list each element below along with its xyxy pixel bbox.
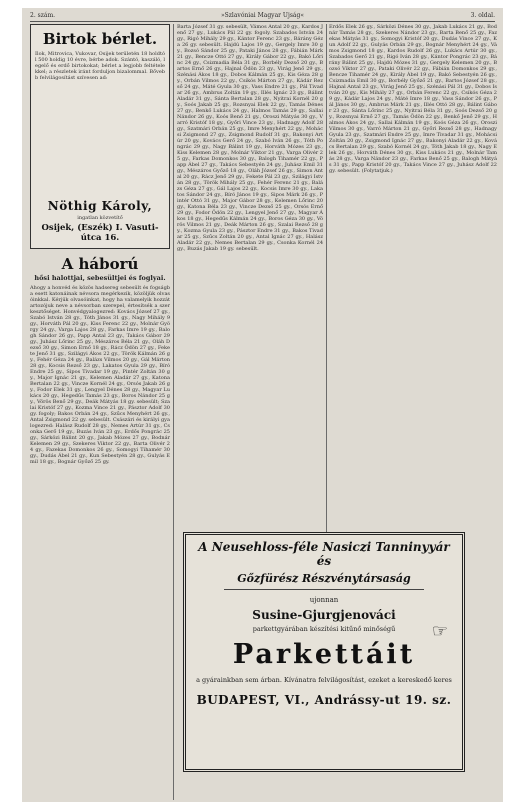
page-gutter [0,0,22,812]
parquet-details: a gyárainkban sem árban. Kívánatra felvilágosítást, ezeket a kereskedő keres [196,676,452,684]
parquet-description: parkettgyárában készítési kitűnő minőségű [252,625,396,633]
war-body: Ahogy a honvéd és közös hadsereg sebesült és fogságba esett katonáinak névsora megérkezik, közöljük olvasóinkkal. Kérjük olvasóinkat, hogy ha valamelyik hozzátartozójuk neve a névsorban szerepel, értesítsék a szerkesztőséget. Honvédgyalogezred: Kovács József 27 gy., Szabó István 28 gy., Tóth János 31 gy., Nagy Mihály 9 gy., Horváth Pál 20 gy., Kiss Ferenc 22 gy., Molnár György 24 gy., Varga Lajos 28 gy., Farkas Imre 19 gy., Balogh Sándor 26 gy., Papp Antal 23 gy., Takács Gábor 29 gy., Juhász Lőrinc 25 gy., Mészáros Béla 21 gy., Oláh Dezső 30 gy., Simon Ernő 18 gy., Rácz Ödön 27 gy., Fekete Jenő 31 gy., Szilágyi Ákos 22 gy., Török Kálmán 26 gy., Fehér Géza 24 gy., Balázs Vilmos 20 gy., Gál Márton 28 gy., Kocsis Rezső 23 gy., Lakatos Gyula 29 gy., Bíró Endre 25 gy., Sipos Tivadar 19 gy., Pintér Zoltán 30 gy., Major Ignác 21 gy., Kelemen Aladár 27 gy., Katona Bertalan 22 gy., Vincze Kornél 24 gy., Orsós Jakab 26 gy., Fodor Elek 31 gy., Lengyel Dénes 28 gy., Magyar Lukács 20 gy., Hegedűs Tamás 23 gy., Boros Nándor 25 gy., Vörös Benő 29 gy., Deák Mátyás 18 gy. sebesült; Szalai Kristóf 27 gy., Kozma Vince 21 gy., Pásztor Adolf 30 gy. fogoly; Bakos Orbán 24 gy., Szűcs Menyhért 26 gy., Antal Zsigmond 22 gy. sebesült. Császári és királyi gyalogezred: Halász Rudolf 28 gy., Nemes Artúr 31 gy., Csonka Gerő 19 gy., Buzás Iván 23 gy., Erdős Pongrác 25 gy., Sárközi Bálint 20 gy., Jakab Mózes 27 gy., Bodnár Kelemen 29 gy., Szekeres Viktor 22 gy., Barta Olivér 24 gy., Fazekas Domonkos 26 gy., Somogyi Tihamér 30 gy., Dudás Ábel 21 gy., Kun Sebestyén 28 gy., Gulyás Emil 18 gy., Bognár Győző 25 gy. [30,285,170,465]
column-1 [30,24,170,789]
parquet-company-line-2: Gőzfürész Részvénytársaság [237,572,411,585]
parquet-divider [224,589,424,590]
column-2 [177,24,323,524]
column-3-body: Erdős Elek 26 gy., Sárközi Dénes 30 gy., Jakab Lukács 21 gy., Bodnár Tamás 28 gy., Szekeres Nándor 23 gy., Barta Benő 25 gy., Fazekas Mátyás 31 gy., Somogyi Kristóf 20 gy., Dudás Vince 27 gy., Kun Adolf 22 gy., Gulyás Orbán 29 gy., Bognár Menyhért 24 gy., Vámos Zsigmond 18 gy., Kardos Rudolf 26 gy., Lukács Artúr 30 gy., Szabados Gerő 21 gy., Rigó Iván 28 gy., Kántor Pongrác 23 gy., Bárány Bálint 25 gy., Hajdú Mózes 31 gy., Gergely Kelemen 20 gy., Bozsó Viktor 27 gy., Pataki Olivér 22 gy., Fábián Domonkos 29 gy., Bencze Tihamér 24 gy., Király Ábel 19 gy., Bakó Sebestyén 26 gy., Csizmadia Emil 30 gy., Borbély Győző 21 gy., Bartos József 28 gy., Hajnal Antal 23 gy., Virág Jenő 25 gy., Szénási Pál 31 gy., Dobos István 20 gy., Kis Mihály 27 gy., Orbán Ferenc 22 gy., Csikós Géza 29 gy., Kádár Lajos 24 gy., Máté Imre 18 gy., Vass Sándor 26 gy., Pál János 30 gy., Ambrus Márk 21 gy., Illés Ottó 28 gy., Bálint Gábor 23 gy., Sánta Lőrinc 25 gy., Nyitrai Béla 31 gy., Soós Dezső 20 gy., Rozsnyai Ernő 27 gy., Tamás Ödön 22 gy., Benkő Jenő 29 gy., Halmos Ákos 24 gy., Sallai Kálmán 19 gy., Koós Géza 26 gy., Oroszi Vilmos 30 gy., Varró Márton 21 gy., Győri Rezső 28 gy., Hadnagy Gyula 23 gy., Szatmári Endre 25 gy., Imre Tivadar 31 gy., Mohácsi Zoltán 20 gy., Zsigmond Ignác 27 gy., Bakonyi Aladár 22 gy., Kovács Bertalan 29 gy., Szabó Kornél 24 gy., Tóth Jakab 18 gy., Nagy Elek 26 gy., Horváth Dénes 30 gy., Kiss Lukács 21 gy., Molnár Tamás 28 gy., Varga Nándor 23 gy., Farkas Benő 25 gy., Balogh Mátyás 31 gy., Papp Kristóf 20 gy., Takács Vince 27 gy., Juhász Adolf 22 gy. sebesült. (Folytatjuk.) [329,24,497,174]
parquet-intro: ujonnan [309,596,339,604]
column-2-body: Barta József 31 gy. sebesült, Vámos Antal 20 gy., Kardos Jenő 27 gy., Lukács Pál 22 gy. fogoly. Szabados István 24 gy., Rigó Mihály 29 gy., Kántor Ferenc 23 gy., Bárány Géza 26 gy. sebesült. Hajdú Lajos 19 gy., Gergely Imre 30 gy., Bozsó Sándor 25 gy., Pataki János 28 gy., Fábián Márk 21 gy., Bencze Ottó 27 gy., Király Gábor 22 gy., Bakó Lőrinc 24 gy., Csizmadia Béla 31 gy., Borbély Dezső 20 gy., Bartos Ernő 26 gy., Hajnal Ödön 23 gy., Virág Jenő 29 gy., Szénási Ákos 18 gy., Dobos Kálmán 25 gy., Kis Géza 28 gy., Orbán Vilmos 22 gy., Csikós Márton 27 gy., Kádár Rezső 24 gy., Máté Gyula 30 gy., Vass Endre 21 gy., Pál Tivadar 26 gy., Ambrus Zoltán 19 gy., Illés Ignác 23 gy., Bálint Aladár 31 gy., Sánta Bertalan 28 gy., Nyitrai Kornél 20 gy., Soós Jakab 25 gy., Rozsnyai Elek 22 gy., Tamás Dénes 27 gy., Benkő Lukács 24 gy., Halmos Tamás 29 gy., Sallai Nándor 26 gy., Koós Benő 21 gy., Oroszi Mátyás 30 gy., Varró Kristóf 18 gy., Győri Vince 23 gy., Hadnagy Adolf 28 gy., Szatmári Orbán 25 gy., Imre Menyhért 22 gy., Mohácsi Zsigmond 27 gy., Zsigmond Rudolf 31 gy., Bakonyi Artúr 20 gy., Kovács Gerő 24 gy., Szabó Iván 26 gy., Tóth Pongrác 29 gy., Nagy Bálint 19 gy., Horváth Mózes 23 gy., Kiss Kelemen 28 gy., Molnár Viktor 21 gy., Varga Olivér 25 gy., Farkas Domonkos 30 gy., Balogh Tihamér 22 gy., Papp Ábel 27 gy., Takács Sebestyén 24 gy., Juhász Emil 31 gy., Mészáros Győző 18 gy., Oláh József 26 gy., Simon Antal 20 gy., Rácz Jenő 29 gy., Fekete Pál 23 gy., Szilágyi István 28 gy., Török Mihály 25 gy., Fehér Ferenc 21 gy., Balázs Géza 27 gy., Gál Lajos 22 gy., Kocsis Imre 30 gy., Lakatos Sándor 24 gy., Bíró János 19 gy., Sipos Márk 26 gy., Pintér Ottó 31 gy., Major Gábor 28 gy., Kelemen Lőrinc 20 gy., Katona Béla 23 gy., Vincze Dezső 25 gy., Orsós Ernő 29 gy., Fodor Ödön 22 gy., Lengyel Jenő 27 gy., Magyar Ákos 18 gy., Hegedűs Kálmán 24 gy., Boros Géza 30 gy., Vörös Vilmos 21 gy., Deák Márton 26 gy., Szalai Rezső 28 gy., Kozma Gyula 23 gy., Pásztor Endre 31 gy., Bakos Tivadar 25 gy., Szűcs Zoltán 20 gy., Antal Ignác 27 gy., Halász Aladár 22 gy., Nemes Bertalan 29 gy., Csonka Kornél 24 gy., Buzás Jakab 19 gy. sebesült. [177,24,323,252]
parquet-factory-name: Susine-Gjurgjenováci [252,608,396,622]
lease-contact-name: Nöthig Károly, [47,199,153,213]
lease-title: Birtok bérlet. [42,30,158,48]
parquet-advertisement [183,532,465,772]
war-title: A háború [61,255,139,273]
lease-contact-address: Osijek, (Eszék) I. Vasuti-útca 16. [41,223,159,243]
header-issue: 2. szám. [30,12,56,19]
parquet-headline: Parkettáit [232,639,416,670]
parquet-address: BUDAPEST, VI., Andrássy-ut 19. sz. [196,693,452,707]
column-rule-1 [173,24,174,800]
lease-advertisement [30,24,170,249]
header-title: »Szlavóniai Magyar Ujság« [220,12,304,19]
page-header [30,11,495,22]
lease-contact-role: ingatlan közvetítő [77,215,123,221]
header-page-number: 3. oldal. [470,12,495,19]
war-subtitle: hősi halottjai, sebesültjei és foglyai. [34,274,166,282]
column-rule-2 [326,24,327,534]
pointing-hand-icon: ☞ [431,621,448,642]
column-3 [329,24,497,524]
lease-body: Ilok, Mitrovica, Vukovar, Osijek területén 18 holdtól 500 holdig 10 évre, bérbe adok. Szántó, kaszáló, legelő és erdő birtokokat; bérlet a legjobb feltételekkel; a részletek iránt forduljon bizalommal. Bővebb felvilágosítást szívesen ad: [35,51,165,81]
war-section [30,255,170,789]
parquet-company-line: A Neusehloss-féle Nasiczi Tanninyyár és [198,540,450,568]
